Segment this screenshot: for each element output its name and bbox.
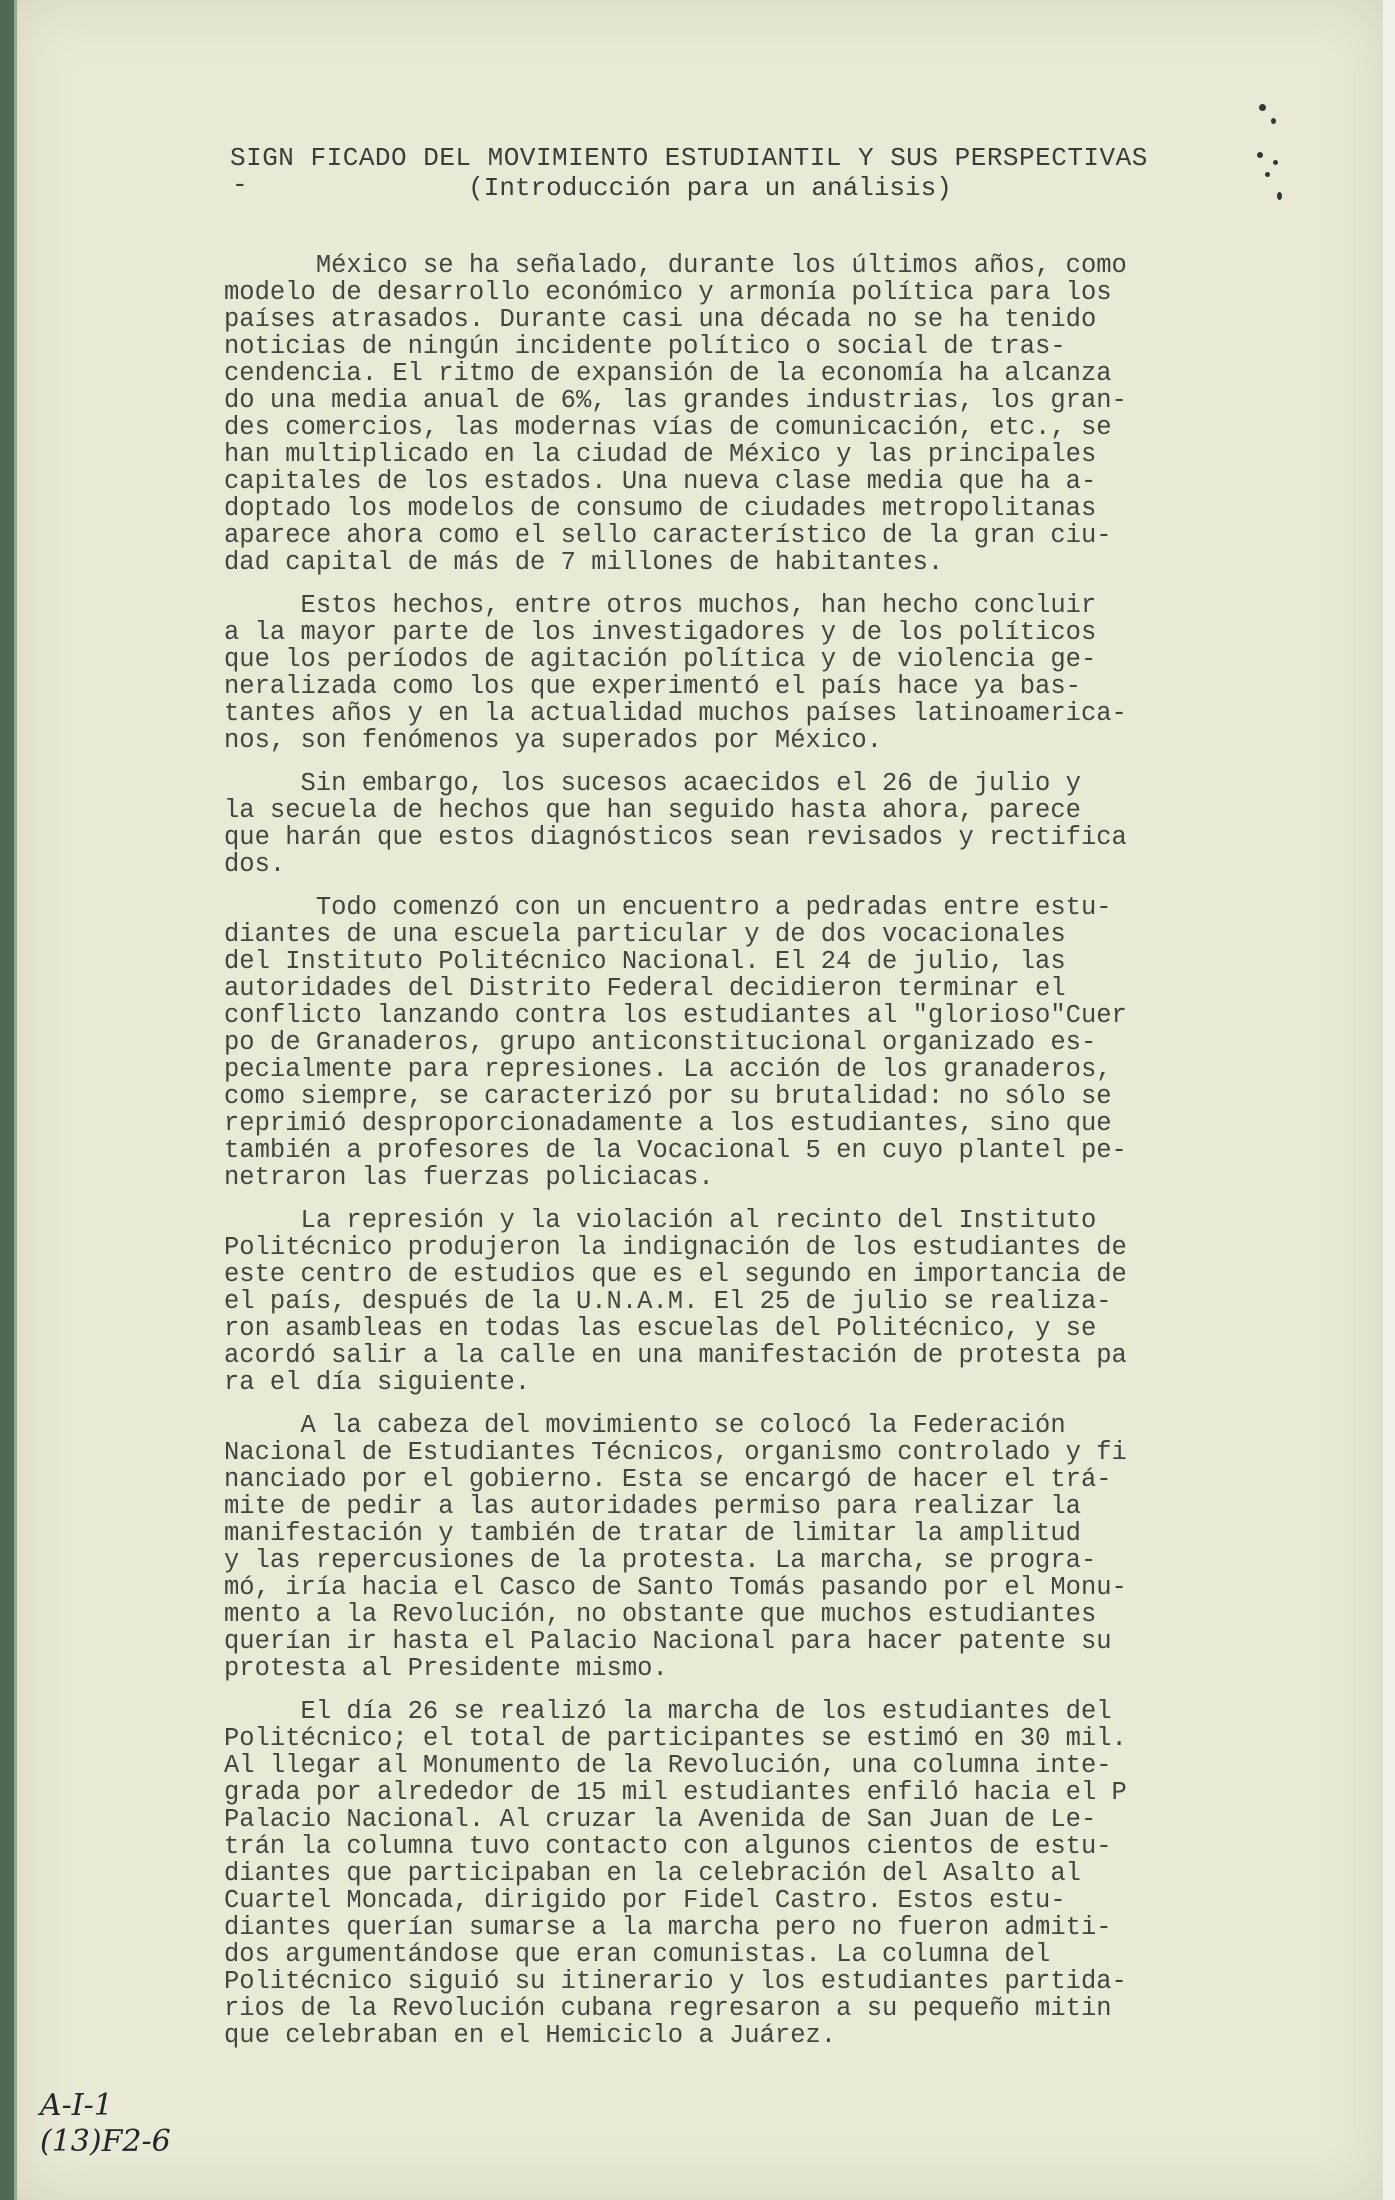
text-line: aparece ahora como el sello característico de la gran ciu- xyxy=(224,521,1112,550)
text-line: grada por alrededor de 15 mil estudiantes enfiló hacia el P xyxy=(224,1778,1127,1807)
punch-mark xyxy=(1273,160,1278,165)
paragraph xyxy=(224,770,1214,878)
text-line: ra el día siguiente. xyxy=(224,1368,531,1397)
text-line: protesta al Presidente mismo. xyxy=(224,1654,668,1683)
text-line: países atrasados. Durante casi una década no se ha tenido xyxy=(224,305,1097,334)
text-line: do una media anual de 6%, las grandes industrias, los gran- xyxy=(224,386,1127,415)
text-line: dos. xyxy=(224,850,286,879)
text-line: han multiplicado en la ciudad de México y las principales xyxy=(224,440,1097,469)
text-line: y las repercusiones de la protesta. La marcha, se progra- xyxy=(224,1546,1097,1575)
title-block xyxy=(230,143,1190,203)
text-line: tantes años y en la actualidad muchos países latinoamerica- xyxy=(224,699,1127,728)
text-line: conflicto lanzando contra los estudiantes al "glorioso"Cuer xyxy=(224,1001,1127,1030)
text-line: doptado los modelos de consumo de ciudades metropolitanas xyxy=(224,494,1097,523)
text-line: querían ir hasta el Palacio Nacional para hacer patente su xyxy=(224,1627,1112,1656)
text-line: diantes querían sumarse a la marcha pero no fueron admiti- xyxy=(224,1913,1112,1942)
text-line: Palacio Nacional. Al cruzar la Avenida de San Juan de Le- xyxy=(224,1805,1097,1834)
punch-mark xyxy=(1277,192,1282,200)
text-line: Estos hechos, entre otros muchos, han hecho concluir xyxy=(224,591,1097,620)
text-line: mento a la Revolución, no obstante que muchos estudiantes xyxy=(224,1600,1097,1629)
paragraph xyxy=(224,1412,1214,1682)
text-line: La represión y la violación al recinto del Instituto xyxy=(224,1206,1097,1235)
text-line: que celebraban en el Hemiciclo a Juárez. xyxy=(224,2021,837,2050)
text-line: diantes que participaban en la celebración del Asalto al xyxy=(224,1859,1081,1888)
text-line: que harán que estos diagnósticos sean revisados y rectifica xyxy=(224,823,1127,852)
punch-mark xyxy=(1265,172,1270,177)
text-line: dad capital de más de 7 millones de habitantes. xyxy=(224,548,944,577)
text-line: mó, iría hacia el Casco de Santo Tomás pasando por el Monu- xyxy=(224,1573,1127,1602)
text-line: Politécnico; el total de participantes se estimó en 30 mil. xyxy=(224,1724,1127,1753)
paragraph xyxy=(224,1207,1214,1396)
scanner-edge xyxy=(0,0,14,2200)
text-line: Politécnico produjeron la indignación de los estudiantes de xyxy=(224,1233,1127,1262)
text-line: dos argumentándose que eran comunistas. La columna del xyxy=(224,1940,1051,1969)
punch-mark xyxy=(1271,118,1276,124)
text-line: este centro de estudios que es el segundo en importancia de xyxy=(224,1260,1127,1289)
text-line: El día 26 se realizó la marcha de los estudiantes del xyxy=(224,1697,1112,1726)
text-line: A la cabeza del movimiento se colocó la Federación xyxy=(224,1411,1066,1440)
text-line: Al llegar al Monumento de la Revolución, una columna inte- xyxy=(224,1751,1112,1780)
text-line: trán la columna tuvo contacto con algunos cientos de estu- xyxy=(224,1832,1112,1861)
document-body xyxy=(224,252,1214,2065)
text-line: manifestación y también de tratar de limitar la amplitud xyxy=(224,1519,1081,1548)
text-line: reprimió desproporcionadamente a los estudiantes, sino que xyxy=(224,1109,1112,1138)
text-line: Todo comenzó con un encuentro a pedradas entre estu- xyxy=(224,893,1112,922)
text-line: neralizada como los que experimentó el país hace ya bas- xyxy=(224,672,1081,701)
text-line: que los períodos de agitación política y de violencia ge- xyxy=(224,645,1097,674)
handwritten-note: A-I-1 xyxy=(40,2088,113,2123)
punch-marks xyxy=(1255,100,1285,210)
text-line: ron asambleas en todas las escuelas del Politécnico, y se xyxy=(224,1314,1097,1343)
text-line: cendencia. El ritmo de expansión de la economía ha alcanza xyxy=(224,359,1112,388)
text-line: pecialmente para represiones. La acción de los granaderos, xyxy=(224,1055,1112,1084)
paragraph xyxy=(224,252,1214,576)
text-line: po de Granaderos, grupo anticonstitucional organizado es- xyxy=(224,1028,1097,1057)
text-line: México se ha señalado, durante los últimos años, como xyxy=(224,251,1127,280)
text-line: Nacional de Estudiantes Técnicos, organismo controlado y fi xyxy=(224,1438,1127,1467)
handwritten-notes xyxy=(40,2088,171,2160)
text-line: Sin embargo, los sucesos acaecidos el 26 de julio y xyxy=(224,769,1081,798)
dash-mark: - xyxy=(232,170,248,200)
punch-mark xyxy=(1257,152,1263,158)
text-line: acordó salir a la calle en una manifestación de protesta pa xyxy=(224,1341,1127,1370)
text-line: modelo de desarrollo económico y armonía política para los xyxy=(224,278,1112,307)
paragraph xyxy=(224,592,1214,754)
paragraph xyxy=(224,894,1214,1191)
text-line: mite de pedir a las autoridades permiso para realizar la xyxy=(224,1492,1081,1521)
text-line: nos, son fenómenos ya superados por México. xyxy=(224,726,883,755)
text-line: rios de la Revolución cubana regresaron a su pequeño mitin xyxy=(224,1994,1112,2023)
text-line: el país, después de la U.N.A.M. El 25 de julio se realiza- xyxy=(224,1287,1112,1316)
text-line: capitales de los estados. Una nueva clase media que ha a- xyxy=(224,467,1097,496)
text-line: Politécnico siguió su itinerario y los estudiantes partida- xyxy=(224,1967,1127,1996)
text-line: como siempre, se caracterizó por su brutalidad: no sólo se xyxy=(224,1082,1112,1111)
paragraph xyxy=(224,1698,1214,2049)
punch-mark xyxy=(1259,104,1266,111)
text-line: Cuartel Moncada, dirigido por Fidel Castro. Estos estu- xyxy=(224,1886,1066,1915)
text-line: des comercios, las modernas vías de comunicación, etc., se xyxy=(224,413,1112,442)
text-line: también a profesores de la Vocacional 5 en cuyo plantel pe- xyxy=(224,1136,1127,1165)
text-line: noticias de ningún incidente político o social de tras- xyxy=(224,332,1066,361)
text-line: netraron las fuerzas policiacas. xyxy=(224,1163,714,1192)
document-title: SIGN FICADO DEL MOVIMIENTO ESTUDIANTIL Y SUS PERSPECTIVAS xyxy=(230,143,1148,173)
text-line: la secuela de hechos que han seguido hasta ahora, parece xyxy=(224,796,1081,825)
text-line: del Instituto Politécnico Nacional. El 24 de julio, las xyxy=(224,947,1066,976)
document-subtitle: (Introducción para un análisis) xyxy=(468,173,952,203)
text-line: autoridades del Distrito Federal decidieron terminar el xyxy=(224,974,1066,1003)
text-line: diantes de una escuela particular y de dos vocacionales xyxy=(224,920,1066,949)
text-line: a la mayor parte de los investigadores y de los políticos xyxy=(224,618,1097,647)
page-border xyxy=(14,0,17,2200)
handwritten-note: (13)F2-6 xyxy=(40,2124,171,2159)
text-line: nanciado por el gobierno. Esta se encargó de hacer el trá- xyxy=(224,1465,1112,1494)
